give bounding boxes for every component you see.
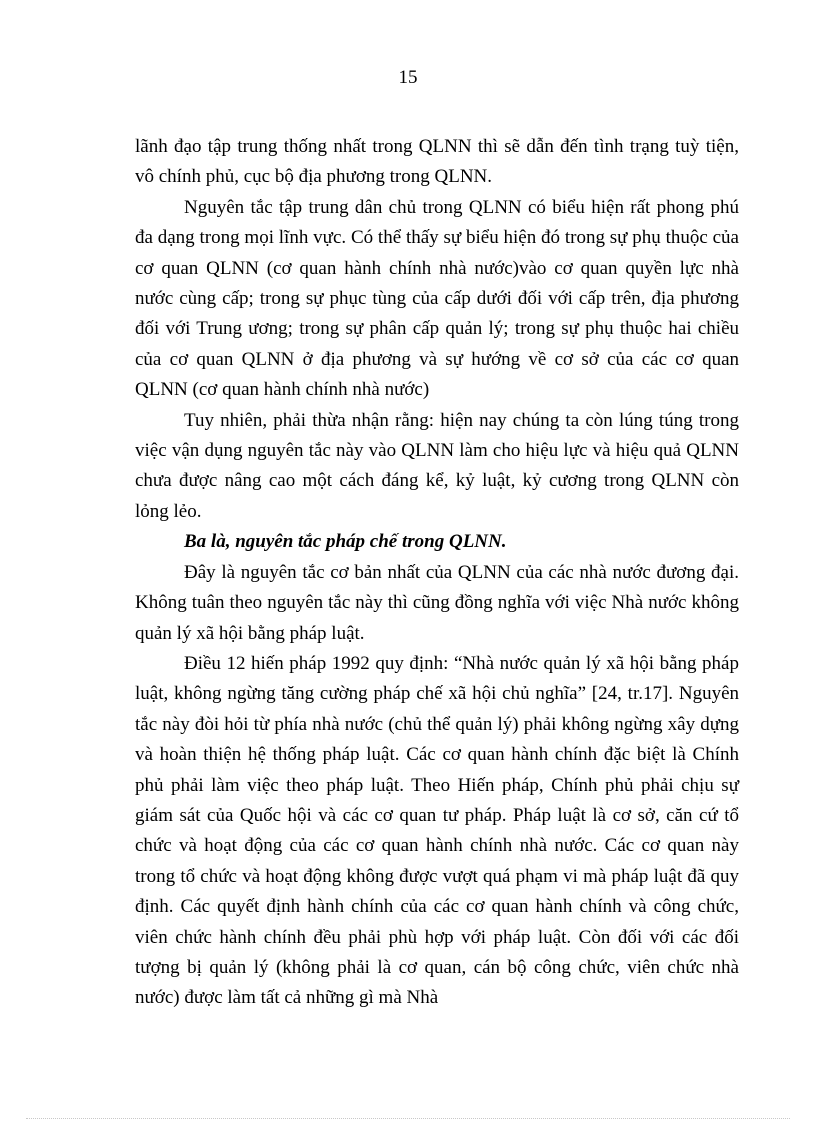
paragraph-democratic-centralism: Nguyên tắc tập trung dân chủ trong QLNN có biểu hiện rất phong phú đa dạng trong mọi lĩnh vực. Có thể thấy sự biểu hiện đó trong sự phụ thuộc của cơ quan QLNN (cơ quan hành chính nhà nước)vào cơ quan quyền lực nhà nước cùng cấp; trong sự phục tùng của cấp dưới đối với cấp trên, địa phương đối với Trung ương; trong sự phân cấp quản lý; trong sự phụ thuộc hai chiều của cơ quan QLNN ở địa phương và sự hướng về cơ sở của các cơ quan QLNN (cơ quan hành chính nhà nước) bbox=[135, 196, 739, 401]
section-heading-legality-principle: Ba là, nguyên tắc pháp chế trong QLNN. bbox=[184, 531, 507, 553]
paragraph-legality-basic: Đây là nguyên tắc cơ bản nhất của QLNN của các nhà nước đương đại. Không tuân theo nguyên tắc này thì cũng đồng nghĩa với việc Nhà nước không quản lý xã hội bằng pháp luật. bbox=[135, 561, 739, 644]
footer-divider bbox=[26, 1118, 790, 1119]
body-text bbox=[135, 132, 739, 1014]
page-number: 15 bbox=[398, 67, 418, 88]
paragraph-continuation: lãnh đạo tập trung thống nhất trong QLNN thì sẽ dẫn đến tình trạng tuỳ tiện, vô chính phủ, cục bộ địa phương trong QLNN. bbox=[135, 136, 739, 188]
paragraph-article-12: Điều 12 hiến pháp 1992 quy định: “Nhà nước quản lý xã hội bằng pháp luật, không ngừng tăng cường pháp chế xã hội chủ nghĩa” [24, tr.17]. Nguyên tắc này đòi hỏi từ phía nhà nước (chủ thể quản lý) phải không ngừng xây dựng và hoàn thiện hệ thống pháp luật. Các cơ quan hành chính đặc biệt là Chính phủ phải làm việc theo pháp luật. Theo Hiến pháp, Chính phủ phải chịu sự giám sát của Quốc hội và các cơ quan tư pháp. Pháp luật là cơ sở, căn cứ tổ chức và hoạt động của các cơ quan hành chính nhà nước. Các cơ quan này trong tổ chức và hoạt động không được vượt quá phạm vi mà pháp luật đã quy định. Các quyết định hành chính của các cơ quan hành chính và công chức, viên chức hành chính đều phải phù hợp với pháp luật. Còn đối với các đối tượng bị quản lý (không phải là cơ quan, cán bộ công chức, viên chức nhà nước) được làm tất cả những gì mà Nhà bbox=[135, 652, 739, 1009]
paragraph-however: Tuy nhiên, phải thừa nhận rằng: hiện nay chúng ta còn lúng túng trong việc vận dụng nguyên tắc này vào QLNN làm cho hiệu lực và hiệu quả QLNN chưa được nâng cao một cách đáng kể, kỷ luật, kỷ cương trong QLNN còn lỏng lẻo. bbox=[135, 409, 739, 522]
